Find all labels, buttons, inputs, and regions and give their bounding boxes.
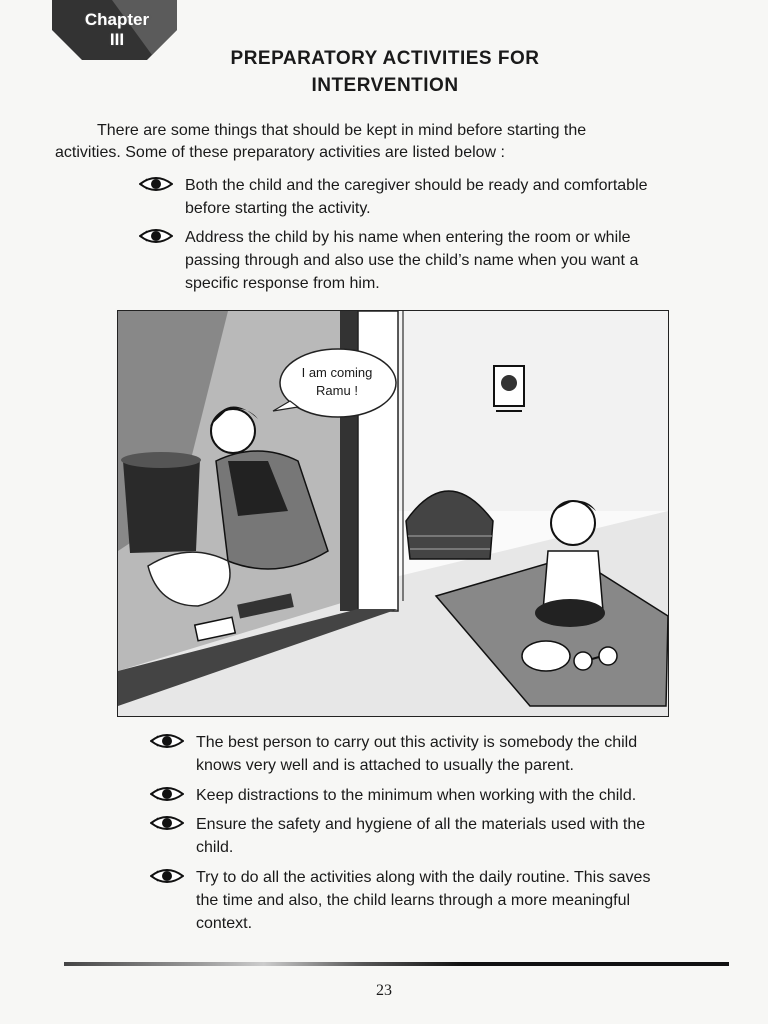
- eye-icon: [150, 868, 184, 884]
- eye-icon: [150, 733, 184, 749]
- bullet-text: before starting the activity.: [185, 200, 371, 217]
- speech-bubble-text: I am coming Ramu !: [301, 365, 373, 398]
- bullet-text: Keep distractions to the minimum when working with the child.: [196, 787, 637, 804]
- bullet-text: child.: [196, 839, 234, 856]
- bullet-text: the time and also, the child learns through a more meaningful: [196, 892, 631, 909]
- illustration-drawing: [118, 311, 668, 716]
- bullet-text: The best person to carry out this activity is somebody the child: [196, 734, 638, 751]
- page-title-line1: PREPARATORY ACTIVITIES FOR: [230, 48, 540, 69]
- bullet-text: Address the child by his name when entering the room or while: [185, 229, 631, 246]
- bullet-text: knows very well and is attached to usually the parent.: [196, 757, 574, 774]
- bullet-text: Both the child and the caregiver should be ready and comfortable: [185, 177, 648, 194]
- page-number: 23: [376, 982, 392, 999]
- eye-icon: [139, 176, 173, 192]
- chapter-label: Chapter III: [84, 10, 150, 49]
- bullet-text: specific response from him.: [185, 275, 380, 292]
- bullet-item: [196, 813, 731, 859]
- eye-icon: [150, 815, 184, 831]
- intro-line: There are some things that should be kept in mind before starting the: [97, 122, 587, 139]
- bullet-item: [196, 731, 731, 777]
- eye-icon: [150, 786, 184, 802]
- page-title-line2: INTERVENTION: [311, 75, 459, 96]
- bullet-text: context.: [196, 915, 253, 932]
- intro-line: activities. Some of these preparatory activities are listed below :: [55, 144, 505, 161]
- intro-paragraph: [55, 120, 720, 164]
- eye-icon: [139, 228, 173, 244]
- bullet-item: [185, 226, 725, 295]
- bullet-item: [185, 174, 725, 220]
- footer-rule: [64, 962, 729, 966]
- bullet-text: Try to do all the activities along with the daily routine. This saves: [196, 869, 651, 886]
- bullet-item: [196, 784, 731, 807]
- bullet-item: [196, 866, 731, 935]
- illustration: [117, 310, 669, 717]
- bullet-text: Ensure the safety and hygiene of all the materials used with the: [196, 816, 646, 833]
- bullet-text: passing through and also use the child’s name when you want a: [185, 252, 639, 269]
